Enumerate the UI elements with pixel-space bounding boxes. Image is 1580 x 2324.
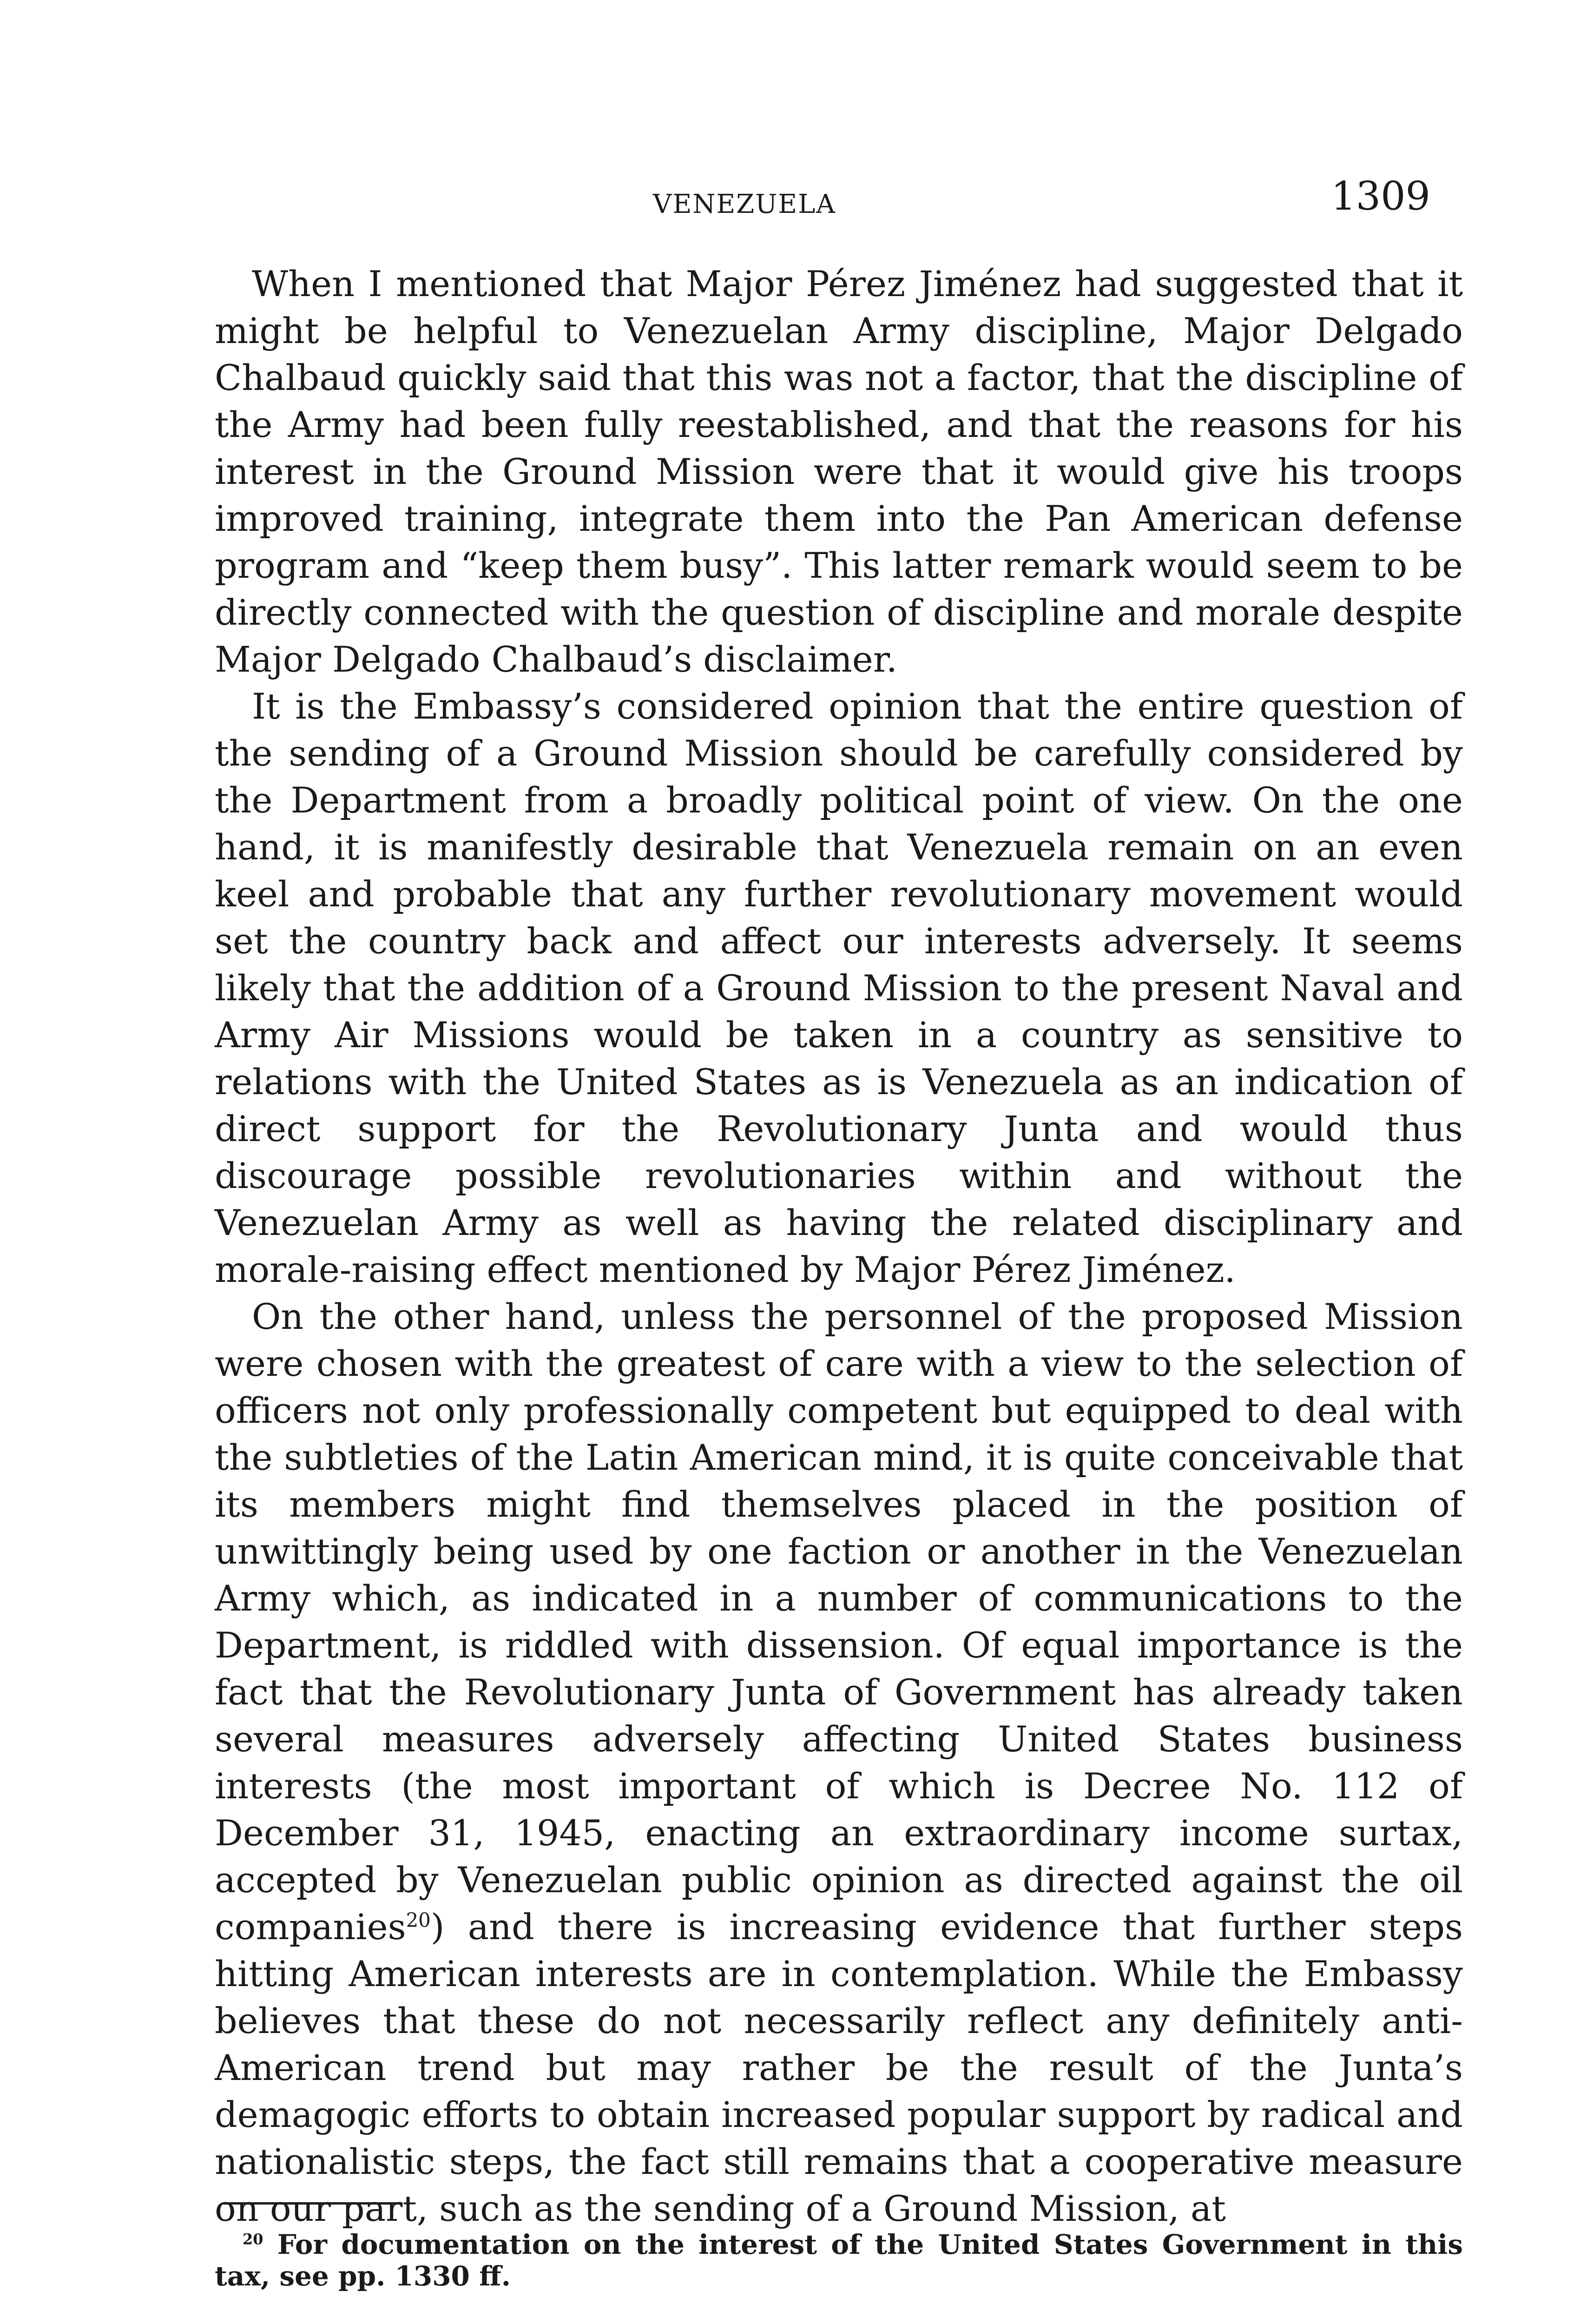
body-text bbox=[215, 260, 1463, 2232]
paragraph: It is the Embassy’s considered opinion that the entire question of the sending of a Ground Mission should be carefully considered by the Department from a broadly political point of view. On the one hand, it is manifestly desirable that Venezuela remain on an even keel and probable that any further revolutionary movement would set the country back and affect our interests adversely. It seems likely that the addition of a Ground Mission to the present Naval and Army Air Missions would be taken in a country as sensitive to relations with the United States as is Venezuela as an indication of direct support for the Revolutionary Junta and would thus discourage possible revolutionaries within and without the Venezuelan Army as well as having the related disciplinary and morale-raising effect mentioned by Major Pérez Jiménez. bbox=[215, 686, 1463, 1290]
paragraph: When I mentioned that Major Pérez Jiménez had suggested that it might be helpful to Venezuelan Army discipline, Major Delgado Chalbaud quickly said that this was not a factor, that the discipline of the Army had been fully reestablished, and that the reasons for his interest in the Ground Mission were that it would give his troops improved training, integrate them into the Pan American defense program and “keep them busy”. This latter remark would seem to be directly connected with the question of discipline and morale despite Major Delgado Chalbaud’s disclaimer. bbox=[215, 263, 1463, 680]
page-number: 1309 bbox=[1331, 173, 1430, 219]
footnote-reference[interactable]: 20 bbox=[406, 1908, 431, 1932]
paragraph-text: ) and there is increasing evidence that further steps hitting American interests are in contemplation. While the Embassy believes that these do not necessarily reflect any definitely anti-American trend but may rather be the result of the Junta’s demagogic efforts to obtain increased popular support by radical and nationalistic steps, the fact still remains that a cooperative measure on our part, such as the sending of a Ground Mission, at bbox=[215, 1906, 1463, 2229]
footnote-divider bbox=[223, 2202, 402, 2205]
footnote-number: 20 bbox=[243, 2230, 263, 2248]
paragraph-text: On the other hand, unless the personnel of the proposed Mission were chosen with the greatest of care with a view to the selection of officers not only professionally competent but equipped to deal with the subtleties of the Latin American mind, it is quite conceivable that its members might find themselves placed in the position of unwittingly being used by one faction or another in the Venezuelan Army which, as indicated in a number of communications to the Department, is riddled with dissension. Of equal importance is the fact that the Revolutionary Junta of Government has already taken several measures adversely affecting United States business interests (the most important of which is Decree No. 112 of December 31, 1945, enacting an extraordinary income surtax, accepted by Venezuelan public opinion as directed against the oil companies bbox=[215, 1296, 1463, 1948]
footnote-text: For documentation on the interest of the United States Government in this tax, see pp. 1330 ff. bbox=[215, 2229, 1463, 2292]
footnote bbox=[215, 2229, 1463, 2292]
running-title: VENEZUELA bbox=[653, 189, 836, 219]
paragraph bbox=[215, 1293, 1463, 2232]
